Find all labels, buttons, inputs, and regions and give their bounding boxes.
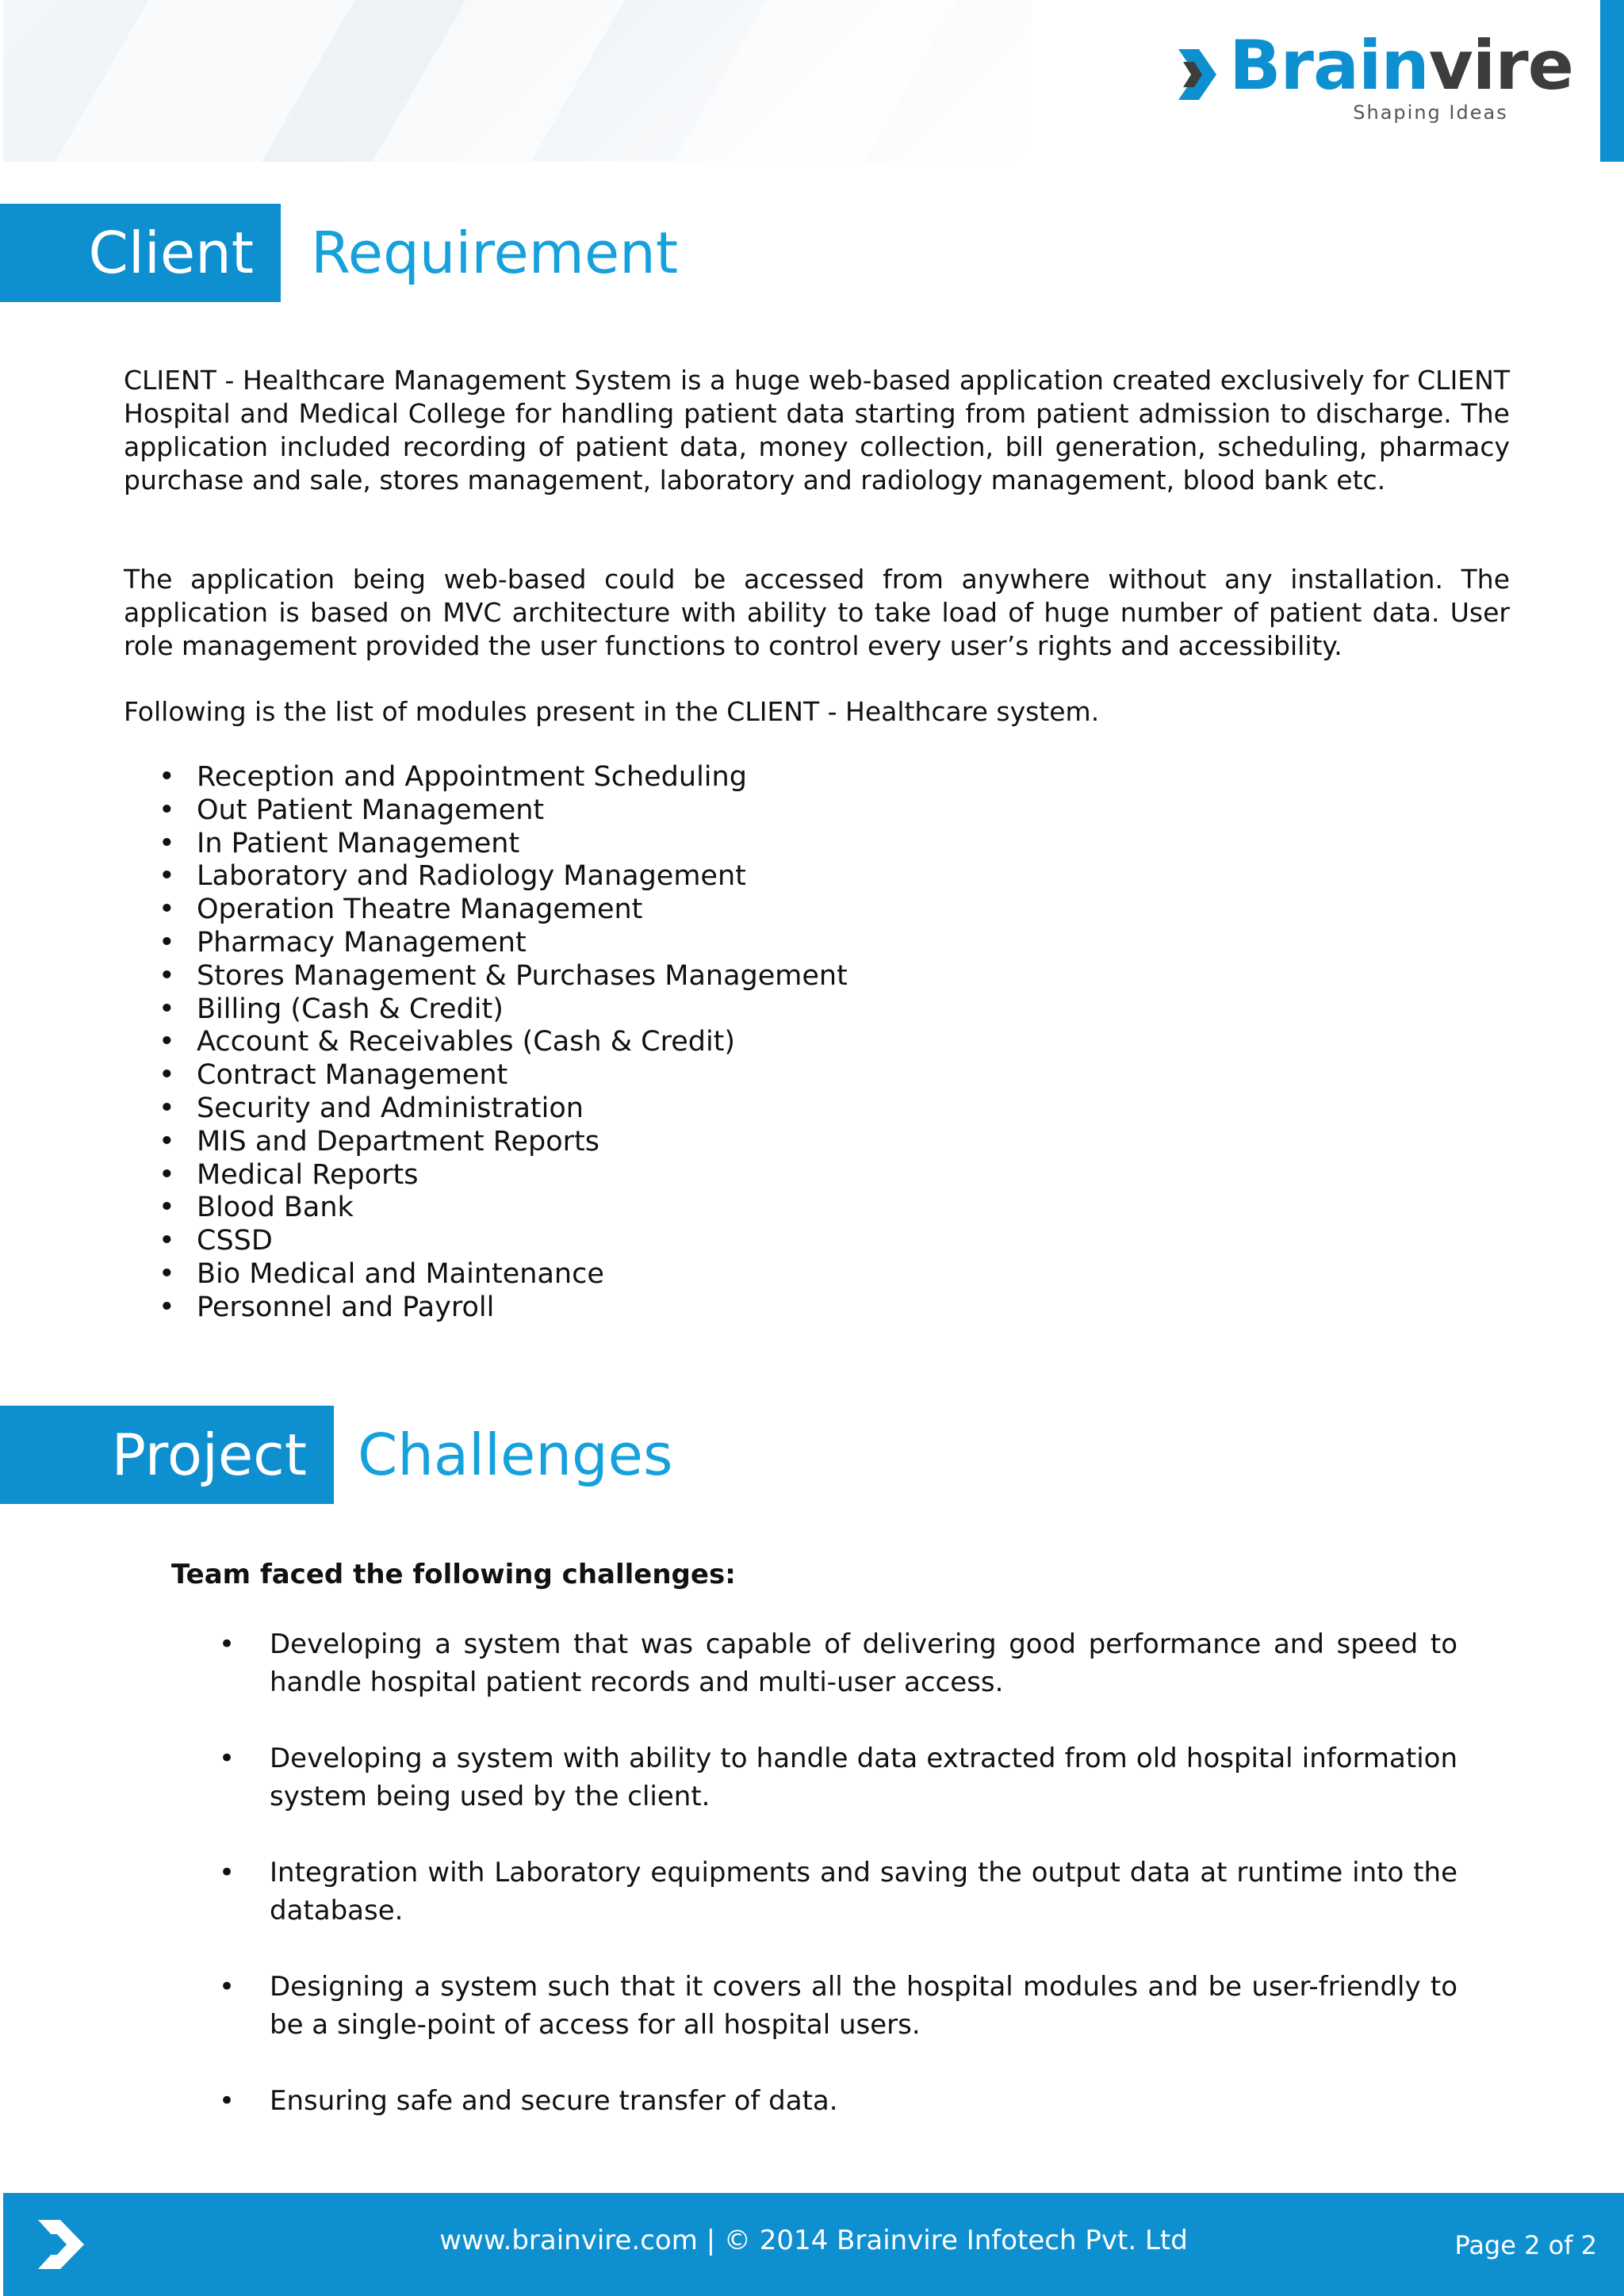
list-item: • Out Patient Management — [124, 794, 848, 828]
footer-copyright: www.brainvire.com | © 2014 Brainvire Infotech Pvt. Ltd — [439, 2225, 1188, 2256]
list-item: • CSSD — [124, 1225, 848, 1258]
list-item: • Security and Administration — [124, 1093, 848, 1126]
brainvire-logo — [1178, 26, 1573, 130]
list-item: • Laboratory and Radiology Management — [124, 860, 848, 894]
paragraph-modules-intro: Following is the list of modules present in the CLIENT - Healthcare system. — [124, 696, 1100, 727]
header-accent-bar — [1600, 0, 1624, 162]
list-item: • Designing a system such that it covers all the hospital modules and be user-friendly to be a single-point of access for all hospital users. — [219, 1968, 1457, 2044]
section-title-rest: Requirement — [311, 220, 679, 286]
modules-list — [124, 761, 848, 1325]
challenges-list — [219, 1625, 1457, 2158]
brainvire-chevron-icon — [1178, 46, 1218, 103]
list-item: • Blood Bank — [124, 1192, 848, 1225]
list-item: • Pharmacy Management — [124, 927, 848, 960]
section-title-box: Client — [0, 204, 281, 302]
list-item: • Billing (Cash & Credit) — [124, 993, 848, 1027]
paragraph-architecture: The application being web-based could be accessed from anywhere without any installation. The application is based on MVC architecture with ability to take load of huge number of patient data. User role management provided the user functions to control every user’s rights and accessibility. — [124, 564, 1510, 661]
page-number: Page 2 of 2 — [1454, 2230, 1597, 2260]
footer — [3, 2193, 1624, 2296]
list-item: • Contract Management — [124, 1059, 848, 1093]
section-title-rest: Challenges — [358, 1422, 673, 1488]
list-item: • Integration with Laboratory equipments and saving the output data at runtime into the database. — [219, 1854, 1457, 1930]
list-item: • Stores Management & Purchases Management — [124, 960, 848, 993]
list-item: • In Patient Management — [124, 828, 848, 861]
section-title-box: Project — [0, 1406, 334, 1504]
list-item: • Developing a system that was capable of delivering good performance and speed to handle hospital patient records and multi-user access. — [219, 1625, 1457, 1701]
list-item: • Ensuring safe and secure transfer of data. — [219, 2082, 1457, 2120]
list-item: • Personnel and Payroll — [124, 1292, 848, 1325]
logo-wordmark: Brainvire — [1229, 26, 1573, 105]
list-item: • Developing a system with ability to handle data extracted from old hospital information system being used by the client. — [219, 1739, 1457, 1816]
list-item: • Operation Theatre Management — [124, 894, 848, 927]
paragraph-overview: CLIENT - Healthcare Management System is a huge web-based application created exclusively for CLIENT Hospital and Medical College for handling patient data starting from patient admission to discharge. The application included recording of patient data, money collection, bill generation, scheduling, pharmacy purchase and sale, stores management, laboratory and radiology management, blood bank etc. — [124, 365, 1510, 496]
header-background — [3, 0, 1031, 162]
list-item: • Medical Reports — [124, 1159, 848, 1192]
list-item: • Bio Medical and Maintenance — [124, 1258, 848, 1292]
list-item: • Reception and Appointment Scheduling — [124, 761, 848, 794]
challenges-intro: Team faced the following challenges: — [171, 1559, 736, 1590]
list-item: • MIS and Department Reports — [124, 1126, 848, 1159]
list-item: • Account & Receivables (Cash & Credit) — [124, 1026, 848, 1059]
logo-tagline: Shaping Ideas — [1353, 101, 1508, 124]
